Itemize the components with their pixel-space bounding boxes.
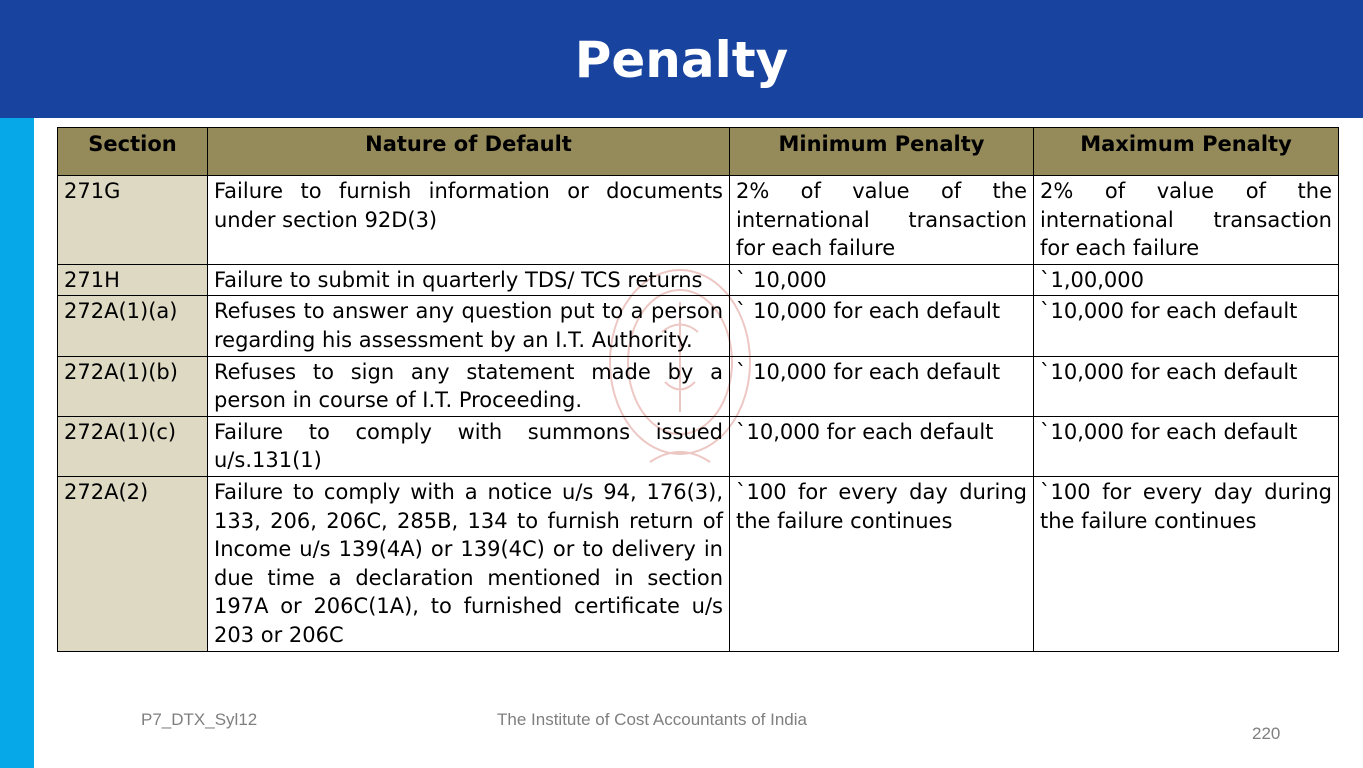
max-penalty-cell: 2% of value of the international transaction for each failure bbox=[1034, 176, 1339, 265]
footer-institute-name: The Institute of Cost Accountants of India bbox=[497, 710, 807, 729]
title-banner bbox=[0, 0, 1363, 118]
max-penalty-cell: `10,000 for each default bbox=[1034, 356, 1339, 416]
left-accent-bar bbox=[0, 118, 34, 768]
page-number: 220 bbox=[1252, 724, 1281, 743]
min-penalty-cell: ` 10,000 for each default bbox=[730, 356, 1034, 416]
table-row bbox=[58, 264, 1339, 296]
header-nature-of-default: Nature of Default bbox=[208, 128, 730, 176]
min-penalty-cell: ` 10,000 for each default bbox=[730, 296, 1034, 356]
table-row bbox=[58, 176, 1339, 265]
min-penalty-cell: `10,000 for each default bbox=[730, 416, 1034, 476]
header-minimum-penalty: Minimum Penalty bbox=[730, 128, 1034, 176]
max-penalty-cell: `1,00,000 bbox=[1034, 264, 1339, 296]
max-penalty-cell: `100 for every day during the failure continues bbox=[1034, 476, 1339, 651]
nature-cell: Failure to comply with a notice u/s 94, 176(3), 133, 206, 206C, 285B, 134 to furnish return of Income u/s 139(4A) or 139(4C) or to delivery in due time a declaration mentioned in section 197A or 206C(1A), to furnished certificate u/s 203 or 206C bbox=[208, 476, 730, 651]
nature-cell: Refuses to answer any question put to a person regarding his assessment by an I.T. Authority. bbox=[208, 296, 730, 356]
nature-cell: Failure to comply with summons issued u/s.131(1) bbox=[208, 416, 730, 476]
section-cell: 272A(1)(c) bbox=[58, 416, 208, 476]
header-maximum-penalty: Maximum Penalty bbox=[1034, 128, 1339, 176]
max-penalty-cell: `10,000 for each default bbox=[1034, 416, 1339, 476]
max-penalty-cell: `10,000 for each default bbox=[1034, 296, 1339, 356]
header-section: Section bbox=[58, 128, 208, 176]
penalty-table bbox=[57, 127, 1339, 652]
section-cell: 271G bbox=[58, 176, 208, 265]
table-header-row bbox=[58, 128, 1339, 176]
section-cell: 272A(2) bbox=[58, 476, 208, 651]
footer-course-code: P7_DTX_Syl12 bbox=[141, 710, 258, 729]
section-cell: 272A(1)(b) bbox=[58, 356, 208, 416]
min-penalty-cell: `100 for every day during the failure continues bbox=[730, 476, 1034, 651]
slide-title: Penalty bbox=[574, 31, 789, 89]
min-penalty-cell: 2% of value of the international transaction for each failure bbox=[730, 176, 1034, 265]
table-row bbox=[58, 476, 1339, 651]
table-row bbox=[58, 296, 1339, 356]
nature-cell: Refuses to sign any statement made by a person in course of I.T. Proceeding. bbox=[208, 356, 730, 416]
min-penalty-cell: ` 10,000 bbox=[730, 264, 1034, 296]
table-row bbox=[58, 416, 1339, 476]
section-cell: 272A(1)(a) bbox=[58, 296, 208, 356]
nature-cell: Failure to submit in quarterly TDS/ TCS returns bbox=[208, 264, 730, 296]
nature-cell: Failure to furnish information or documents under section 92D(3) bbox=[208, 176, 730, 265]
table-row bbox=[58, 356, 1339, 416]
section-cell: 271H bbox=[58, 264, 208, 296]
